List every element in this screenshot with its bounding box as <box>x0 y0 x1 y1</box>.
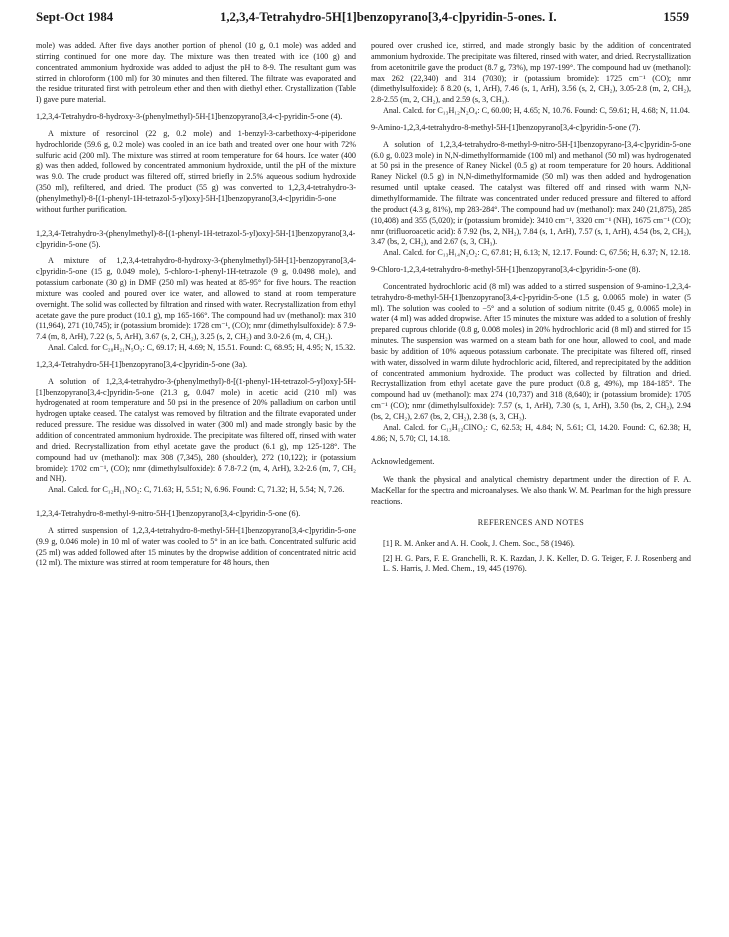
paragraph-spacer <box>36 216 356 223</box>
paragraph: Anal. Calcd. for C₂₈H₂₁N₅O₃: C, 69.17; H, 4.69; N, 15.51. Found: C, 68.95; H, 4.95; N, 15.32. <box>48 343 356 353</box>
paragraph: Anal. Calcd. for C₁₃H₁₂N₂O₄: C, 60.00; H, 4.65; N, 10.76. Found: C, 59.61; H, 4.68; N, 11.04. <box>383 106 690 116</box>
reference-entry: [1] R. M. Anker and A. H. Cook, J. Chem. Soc., 58 (1946). <box>383 538 575 548</box>
reference-entry: [2] H. G. Pars, F. E. Granchelli, R. K. Razdan, J. K. Keller, D. G. Teiger, F. J. Rosenberg and L. S. Harris, J. Med. Chem., 19, 445 (1976). <box>383 553 691 574</box>
compound-heading: 1,2,3,4-Tetrahydro-8-hydroxy-3-(phenylmethyl)-5H-[1]benzopyrano[3,4-c]-pyridin-5-one (4). <box>36 112 343 122</box>
page-number: 1559 <box>663 10 689 24</box>
paragraph: A solution of 1,2,3,4-tetrahydro-8-methyl-9-nitro-5H-[1]benzopyrano-[3,4-c]pyridin-5-one (6.0 g, 0.023 mole) in N,N-dimethylformamide (100 ml) and methanol (50 ml) was hydrogenated at 50 psi in the presence of Raney Nickel (0.5 g) at room temperature for 20 hours. Additional Raney Nickel (0.5 g) in N,N-dimethylformamide (50 ml) was then added and hydrogenation resumed until uptake ceased. The catalyst was filtered off and rinsed with warm N,N-dimethylformamide. The filtrate was concentrated under reduced pressure and filtered to afford the product (4.3 g, 81%), mp 283-284°. The compound had uv (methanol): max 240 (21,875), 285 (10,408) and 355 (5,020); ir (potassium bromide): 3410 cm⁻¹, 3320 cm⁻¹ (NH), 1675 cm⁻¹ (CO); nmr (trifluoroacetic acid): δ 7.92 (bs, 2, NH₂), 7.84 (s, 1, ArH), 7.57 (s, 1, ArH), 4.54 (bs, 2, CH₂), 3.47 (bs, 2, CH₂), and 2.67 (s, 3, CH₃). <box>371 139 691 247</box>
paragraph: A mixture of 1,2,3,4-tetrahydro-8-hydroxy-3-(phenylmethyl)-5H-[1]-benzopyrano[3,4-c]pyridin-5-one (15 g, 0.049 mole), 5-chloro-1-phenyl-1H-tetrazole (9 g, 0.0498 mole), and potassium carbonate (30 g) in DMF (250 ml) was heated at 85-95° for five hours. The reaction mixture was cooled and poured over ice water, and allowed to stand at room temperature overnight. The solid was collected by filtration and rinsed with water. Recrystallization from ethyl acetate gave the pure product (10.1 g), mp 165-166°. The compound had uv (methanol): max 310 (11,964), 271 (10,745); ir (potassium bromide): 1728 cm⁻¹, (CO); nmr (dimethylsulfoxide): δ 7.9-7.4 (m, 8, ArH), 7.22 (s, 5, ArH), 3.67 (s, 2, CH₂), 3.25 (s, 2, CH₂) and 3.0-2.6 (m, 4, CH₂). <box>36 256 356 342</box>
paragraph: We thank the physical and analytical chemistry department under the direction of F. A. MacKellar for the spectra and microanalyses. We also thank W. M. Pearlman for the high pressure reactions. <box>371 475 691 507</box>
references-heading: REFERENCES AND NOTES <box>477 517 585 527</box>
issue-date: Sept-Oct 1984 <box>36 10 114 24</box>
compound-heading: 1,2,3,4-Tetrahydro-5H-[1]benzopyrano[3,4-c]pyridin-5-one (3a). <box>36 359 248 369</box>
compound-heading: 1,2,3,4-Tetrahydro-3-(phenylmethyl)-8-[(1-phenyl-1H-tetrazol-5-yl)oxy]-5H-[1]benzopyrano[3,4-c]pyridin-5-one (5). <box>36 228 356 249</box>
compound-heading: 9-Amino-1,2,3,4-tetrahydro-8-methyl-5H-[1]benzopyrano[3,4-c]pyridin-5-one (7). <box>371 122 641 132</box>
compound-heading: 1,2,3,4-Tetrahydro-8-methyl-9-nitro-5H-[1]benzopyrano[3,4-c]pyridin-5-one (6). <box>36 509 301 519</box>
paragraph: poured over crushed ice, stirred, and made strongly basic by the addition of concentrated ammonium hydroxide. The precipitate was filtered, rinsed with water, and dried. Recrystallization from acetonitrile gave the product (8.7 g, 73%), mp 197-199°. The compound had uv (methanol): max 262 (22,340) and 314 (7030); ir (potassium bromide): 1725 cm⁻¹ (CO); nmr (dimethylsulfoxide): δ 8.20 (s, 1, ArH), 7.46 (s, 1, ArH), 3.56 (s, 2, CH₂), 3.05-2.8 (m, 2, CH₂), 2.8-2.55 (m, 2, CH₂), and 2.59 (s, 3, CH₃). <box>371 41 691 105</box>
paragraph: mole) was added. After five days another portion of phenol (10 g, 0.1 mole) was added and stirring continued for one more day. The mixture was then treated with ice (100 g) and concentrated ammonium hydroxide was added to adjust the pH to 8-9. The resultant gum was stirred in chloroform (100 ml) for 30 minutes and then filtered. The filtrate was evaporated and the residue triturated first with petroleum ether and then with diethyl ether. Crystallization (Table I) gave pure material. <box>36 41 356 105</box>
paragraph-spacer <box>36 496 356 503</box>
paragraph: Concentrated hydrochloric acid (8 ml) was added to a stirred suspension of 9-amino-1,2,3,4-tetrahydro-8-methyl-5H-[1]benzopyrano[3,4-c]-pyridin-5-one (1.5 g, 0.0065 mole) in water (5 ml). The solution was cooled to −5° and a solution of sodium nitrite (0.45 g, 0.0065 mole) in water (4 ml) was added dropwise. After 15 minutes the mixture was added to a solution of freshly prepared cuprous chloride (0.8 g, 0.008 moles) in 20% hydrochloric acid (8 ml) and stirred for 15 minutes. The suspension was warmed on a steam bath for one hour, allowed to cool, and made basic by addition of 10% aqueous potassium carbonate. The precipitate was filtered off, rinsed with water, dissolved in warm dilute hydrochloric acid, filtered, and reprecipitated by the addition of concentrated ammonium hydroxide. The product was collected by filtration and dried. Recrystallization from ethyl acetate gave the pure product (0.8 g, 49%), mp 184-185°. The compound had uv (methanol): max 274 (10,737) and 318 (8,640); ir (potassium bromide): 1705 cm⁻¹ (CO); nmr (dimethylsulfoxide): 7.57 (s, 1, ArH), 7.30 (s, 1, ArH), 3.50 (bs, 2, CH₂), 2.94 (bs, 2, CH₂), 2.67 (bs, 2, CH₂), 2.38 (s, 3, CH₃). <box>371 281 691 421</box>
paragraph: A solution of 1,2,3,4-tetrahydro-3-(phenylmethyl)-8-[(1-phenyl-1H-tetrazol-5-yl)oxy]-5H-[1]benzopyrano[3,4-c]pyridin-5-one (21.3 g, 0.047 mole) in acetic acid (210 ml) was hydrogenated at room temperature and 50 psi in the presence of 20% palladium on carbon until hydrogen uptake ceased. The catalyst was removed by filtration and the filtrate evaporated under reduced pressure. The residue was dissolved in water (300 ml) and made strongly basic by the addition of concentrated ammonium hydroxide. The precipitate was filtered off, rinsed with water and dried. Recrystallization from ethyl acetate gave the product (6.1 g), mp 125-128°. The compound had uv (methanol): max 308 (7,345), 280 (shoulder), 272 (10,122); ir (potassium bromide): 1702 cm⁻¹, (CO); nmr (dimethylsulfoxide): δ 7.8-7.2 (m, 4, ArH), 3.2-2.6 (m, 7, CH₂ and NH). <box>36 376 356 484</box>
running-title: 1,2,3,4-Tetrahydro-5H[1]benzopyrano[3,4-c]pyridin-5-ones. I. <box>219 10 557 24</box>
paragraph: Anal. Calcd. for C₁₂H₁₁NO₂: C, 71.63; H, 5.51; N, 6.96. Found: C, 71.32; H, 5.54; N, 7.26. <box>48 485 345 495</box>
paragraph: Anal. Calcd. for C₁₃H₁₄N₂O₂: C, 67.81; H, 6.13; N, 12.17. Found: C, 67.56; H, 6.37; N, 12.18. <box>383 248 691 258</box>
paragraph: Anal. Calcd. for C₁₃H₁₂ClNO₂: C, 62.53; H, 4.84; N, 5.61; Cl, 14.20. Found: C, 62.38; H, 4.86; N, 5.70; Cl, 14.18. <box>371 422 691 443</box>
compound-heading: 9-Chloro-1,2,3,4-tetrahydro-8-methyl-5H-[1]benzopyrano[3,4-c]pyridin-5-one (8). <box>371 265 641 275</box>
acknowledgement-heading: Acknowledgement. <box>371 456 435 466</box>
paragraph: A mixture of resorcinol (22 g, 0.2 mole) and 1-benzyl-3-carbethoxy-4-piperidone hydrochloride (59.6 g, 0.2 mole) was cooled in an ice bath and treated over one hour with 72% sulfuric acid (200 ml). The mixture was stirred at room temperature for 64 hours. Ice water (400 g) was then added, followed by concentrated ammonium hydroxide, until the pH of the mixture was 9.0. The crude product was filtered off, stirred briefly in 2.5% aqueous sodium hydroxide (350 ml), refiltered, and dried. The product (55 g) was converted to 1,2,3,4-tetrahydro-3-(phenylmethyl)-8-[(1-phenyl-1H-tetrazol-5-yl)oxy]-5H-[1]benzopyrano[3,4-c]pyridin-5-one without further purification. <box>36 128 356 214</box>
right-column <box>371 41 691 579</box>
paragraph: A stirred suspension of 1,2,3,4-tetrahydro-8-methyl-5H-[1]benzopyrano[3,4-c]pyridin-5-one (9.9 g, 0.046 mole) in 10 ml of water was cooled to 5° in an ice bath. Concentrated sulfuric acid (25 ml) was added followed after 15 minutes by the dropwise addition of concentrated nitric acid (12 ml). The mixture was stirred at room temperature for 48 hours, then <box>36 525 356 568</box>
running-header <box>36 10 689 32</box>
left-column <box>36 41 356 569</box>
